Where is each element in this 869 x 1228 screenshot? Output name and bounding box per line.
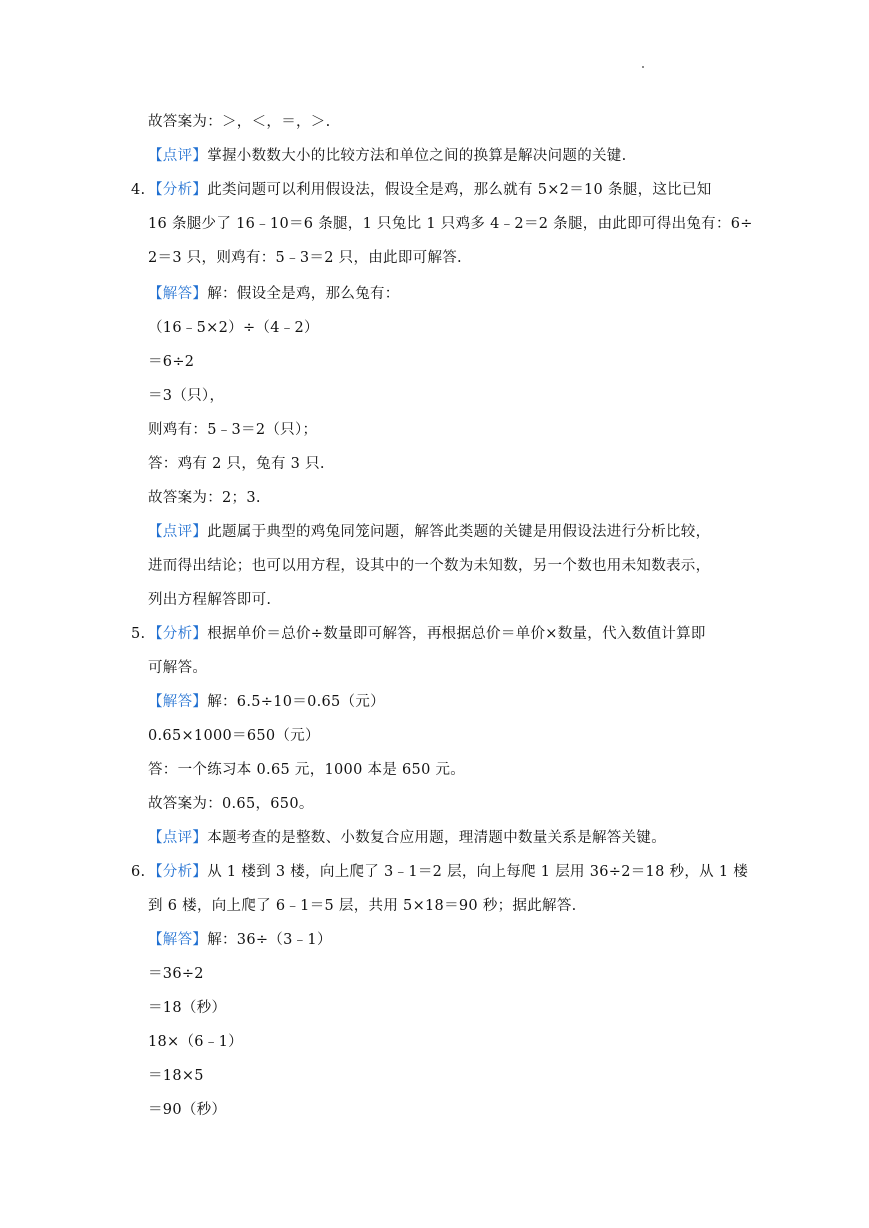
text-line xyxy=(148,590,271,610)
text-line xyxy=(148,930,332,950)
text-line xyxy=(148,1100,226,1120)
line-text: ＝18（秒） xyxy=(148,1000,227,1016)
section-tag: 【解答】 xyxy=(148,694,208,710)
line-text: 此类问题可以利用假设法，假设全是鸡，那么就有 5×2＝10 条腿，这比已知 xyxy=(207,182,712,198)
text-line xyxy=(148,624,706,644)
text-line xyxy=(148,556,710,576)
line-text: ＝36÷2 xyxy=(148,966,204,982)
text-line xyxy=(148,1066,204,1086)
text-line xyxy=(148,318,319,338)
text-line xyxy=(148,284,400,304)
text-line xyxy=(148,1032,243,1052)
text-line xyxy=(148,386,224,406)
line-text: 答：鸡有 2 只，兔有 3 只. xyxy=(148,456,325,472)
text-line xyxy=(148,998,226,1018)
text-line xyxy=(148,214,753,234)
line-text: 可解答。 xyxy=(148,660,208,676)
line-text: 解：36÷（3﹣1） xyxy=(207,932,332,948)
text-line xyxy=(148,180,712,200)
line-text: 此题属于典型的鸡兔同笼问题，解答此类题的关键是用假设法进行分析比较， xyxy=(207,524,711,540)
section-tag: 【点评】 xyxy=(148,148,208,164)
section-tag: 【解答】 xyxy=(148,286,208,302)
text-line xyxy=(148,828,666,848)
line-text: ＝90（秒） xyxy=(148,1102,227,1118)
line-text: 解：假设全是鸡，那么兔有： xyxy=(207,286,400,302)
text-line xyxy=(148,454,325,474)
line-text: 18×（6﹣1） xyxy=(148,1034,243,1050)
section-tag: 【点评】 xyxy=(148,524,208,540)
line-text: 故答案为：＞，＜，＝，＞. xyxy=(148,114,331,130)
section-tag: 【分析】 xyxy=(148,182,208,198)
header-dot xyxy=(642,66,644,68)
question-number: 4. xyxy=(131,182,146,198)
line-text: ＝18×5 xyxy=(148,1068,204,1084)
line-text: 故答案为：0.65，650。 xyxy=(148,796,314,812)
line-text: 16 条腿少了 16﹣10＝6 条腿，1 只兔比 1 只鸡多 4﹣2＝2 条腿，由此即可得出兔有：6÷ xyxy=(148,216,753,232)
text-line xyxy=(148,146,627,166)
section-tag: 【分析】 xyxy=(148,864,208,880)
text-line xyxy=(148,726,320,746)
text-line xyxy=(148,522,710,542)
text-line xyxy=(148,896,577,916)
line-text: ＝6÷2 xyxy=(148,354,195,370)
text-line xyxy=(148,248,462,268)
question-number: 6. xyxy=(131,864,146,880)
line-text: 2＝3 只，则鸡有：5﹣3＝2 只，由此即可解答. xyxy=(148,250,462,266)
line-text: ＝3（只）， xyxy=(148,388,225,404)
section-tag: 【点评】 xyxy=(148,830,208,846)
line-text: 故答案为：2；3. xyxy=(148,490,261,506)
text-line xyxy=(148,692,385,712)
text-line xyxy=(148,420,317,440)
text-line xyxy=(148,488,261,508)
section-tag: 【解答】 xyxy=(148,932,208,948)
text-line xyxy=(148,862,748,882)
text-line xyxy=(148,352,194,372)
line-text: 0.65×1000＝650（元） xyxy=(148,728,320,744)
line-text: 根据单价＝总价÷数量即可解答，再根据总价＝单价×数量，代入数值计算即 xyxy=(207,626,706,642)
line-text: 答：一个练习本 0.65 元，1000 本是 650 元。 xyxy=(148,762,466,778)
section-tag: 【分析】 xyxy=(148,626,208,642)
line-text: 本题考查的是整数、小数复合应用题，理清题中数量关系是解答关键。 xyxy=(207,830,666,846)
text-line xyxy=(148,658,207,678)
line-text: 列出方程解答即可. xyxy=(148,592,272,608)
text-line xyxy=(148,794,314,814)
line-text: 解：6.5÷10＝0.65（元） xyxy=(207,694,385,710)
text-line xyxy=(148,964,204,984)
line-text: 从 1 楼到 3 楼，向上爬了 3﹣1＝2 层，向上每爬 1 层用 36÷2＝18 秒，从 1 楼 xyxy=(207,864,749,880)
line-text: 进而得出结论；也可以用方程，设其中的一个数为未知数，另一个数也用未知数表示， xyxy=(148,558,711,574)
line-text: 到 6 楼，向上爬了 6﹣1＝5 层，共用 5×18＝90 秒；据此解答. xyxy=(148,898,577,914)
line-text: （16﹣5×2）÷（4﹣2） xyxy=(148,320,319,336)
text-line xyxy=(148,760,465,780)
question-number: 5. xyxy=(131,626,146,642)
line-text: 掌握小数数大小的比较方法和单位之间的换算是解决问题的关键. xyxy=(207,148,627,164)
text-line xyxy=(148,112,331,132)
line-text: 则鸡有：5﹣3＝2（只）； xyxy=(148,422,318,438)
